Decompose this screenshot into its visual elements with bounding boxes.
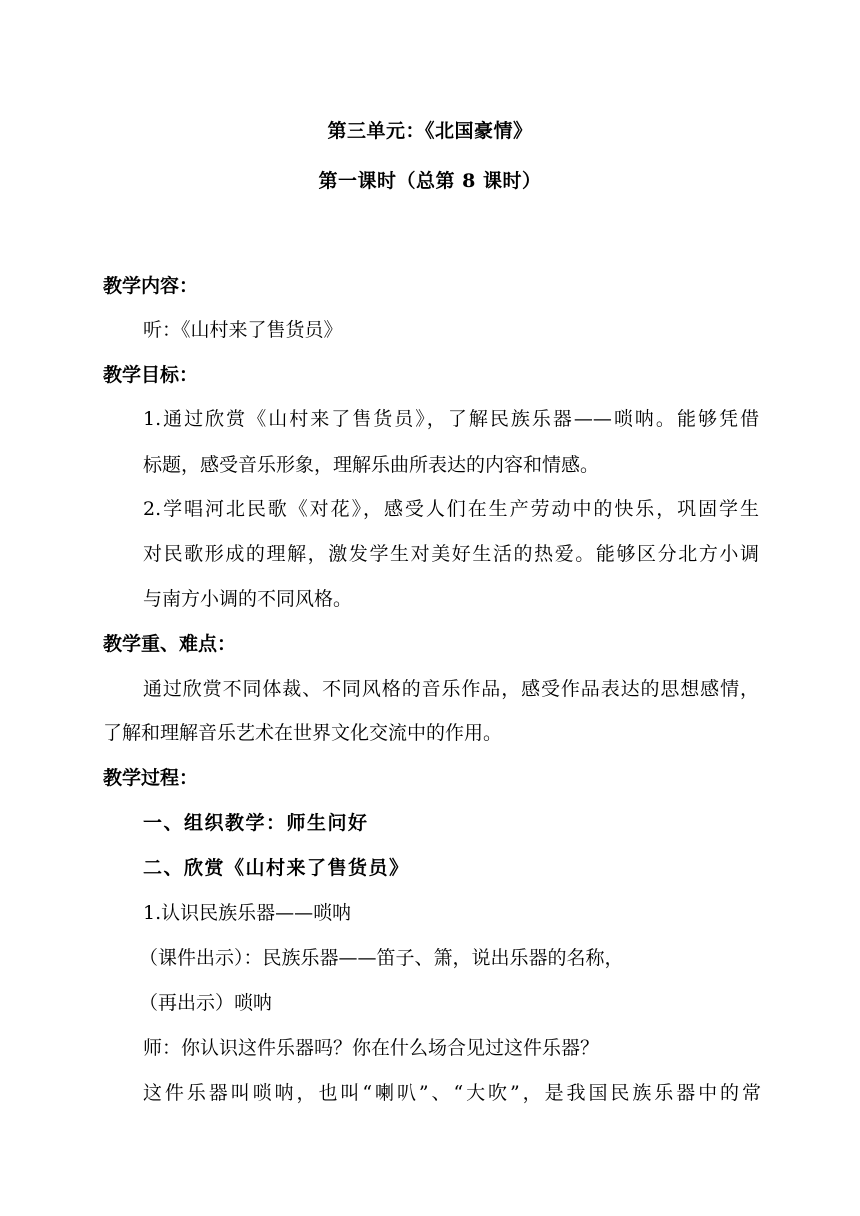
courseware-line1: （课件出示）：民族乐器——笛子、箫，说出乐器的名称， (139, 947, 624, 969)
process-heading: 教学过程： (103, 767, 199, 789)
goals-heading: 教学目标： (103, 364, 199, 386)
key-points-line1: 通过欣赏不同体裁、不同风格的音乐作品，感受作品表达的思想感情， (143, 678, 759, 700)
key-points-line2: 了解和理解音乐艺术在世界文化交流中的作用。 (103, 722, 503, 744)
step-1-heading: 一、组织教学：师生问好 (143, 812, 369, 834)
courseware-line2: （再出示）唢呐 (139, 992, 273, 1014)
lesson-title: 第一课时（总第 8 课时） (318, 170, 542, 192)
goal1-line2: 标题，感受音乐形象，理解乐曲所表达的内容和情感。 (143, 454, 600, 476)
content-heading: 教学内容： (103, 275, 199, 297)
unit-title: 第三单元：《北国豪情》 (327, 120, 533, 142)
step-2-heading: 二、欣赏《山村来了售货员》 (143, 857, 410, 879)
explanation-line: 这件乐器叫唢呐，也叫“喇叭”、“大吹”，是我国民族乐器中的常 (143, 1082, 761, 1104)
goal2-line1: 2.学唱河北民歌《对花》，感受人们在生产劳动中的快乐，巩固学生 (143, 498, 759, 520)
content-item: 听：《山村来了售货员》 (143, 319, 343, 341)
goal1-line1: 1.通过欣赏《山村来了售货员》，了解民族乐器——唢呐。能够凭借 (143, 408, 759, 430)
teacher-question: 师：你认识这件乐器吗？你在什么场合见过这件乐器？ (143, 1037, 600, 1059)
goal2-line2: 对民歌形成的理解，激发学生对美好生活的热爱。能够区分北方小调 (143, 543, 759, 565)
sub-step-1: 1.认识民族乐器——唢呐 (143, 902, 352, 924)
key-points-heading: 教学重、难点： (103, 633, 237, 655)
goal2-line3: 与南方小调的不同风格。 (143, 588, 353, 610)
